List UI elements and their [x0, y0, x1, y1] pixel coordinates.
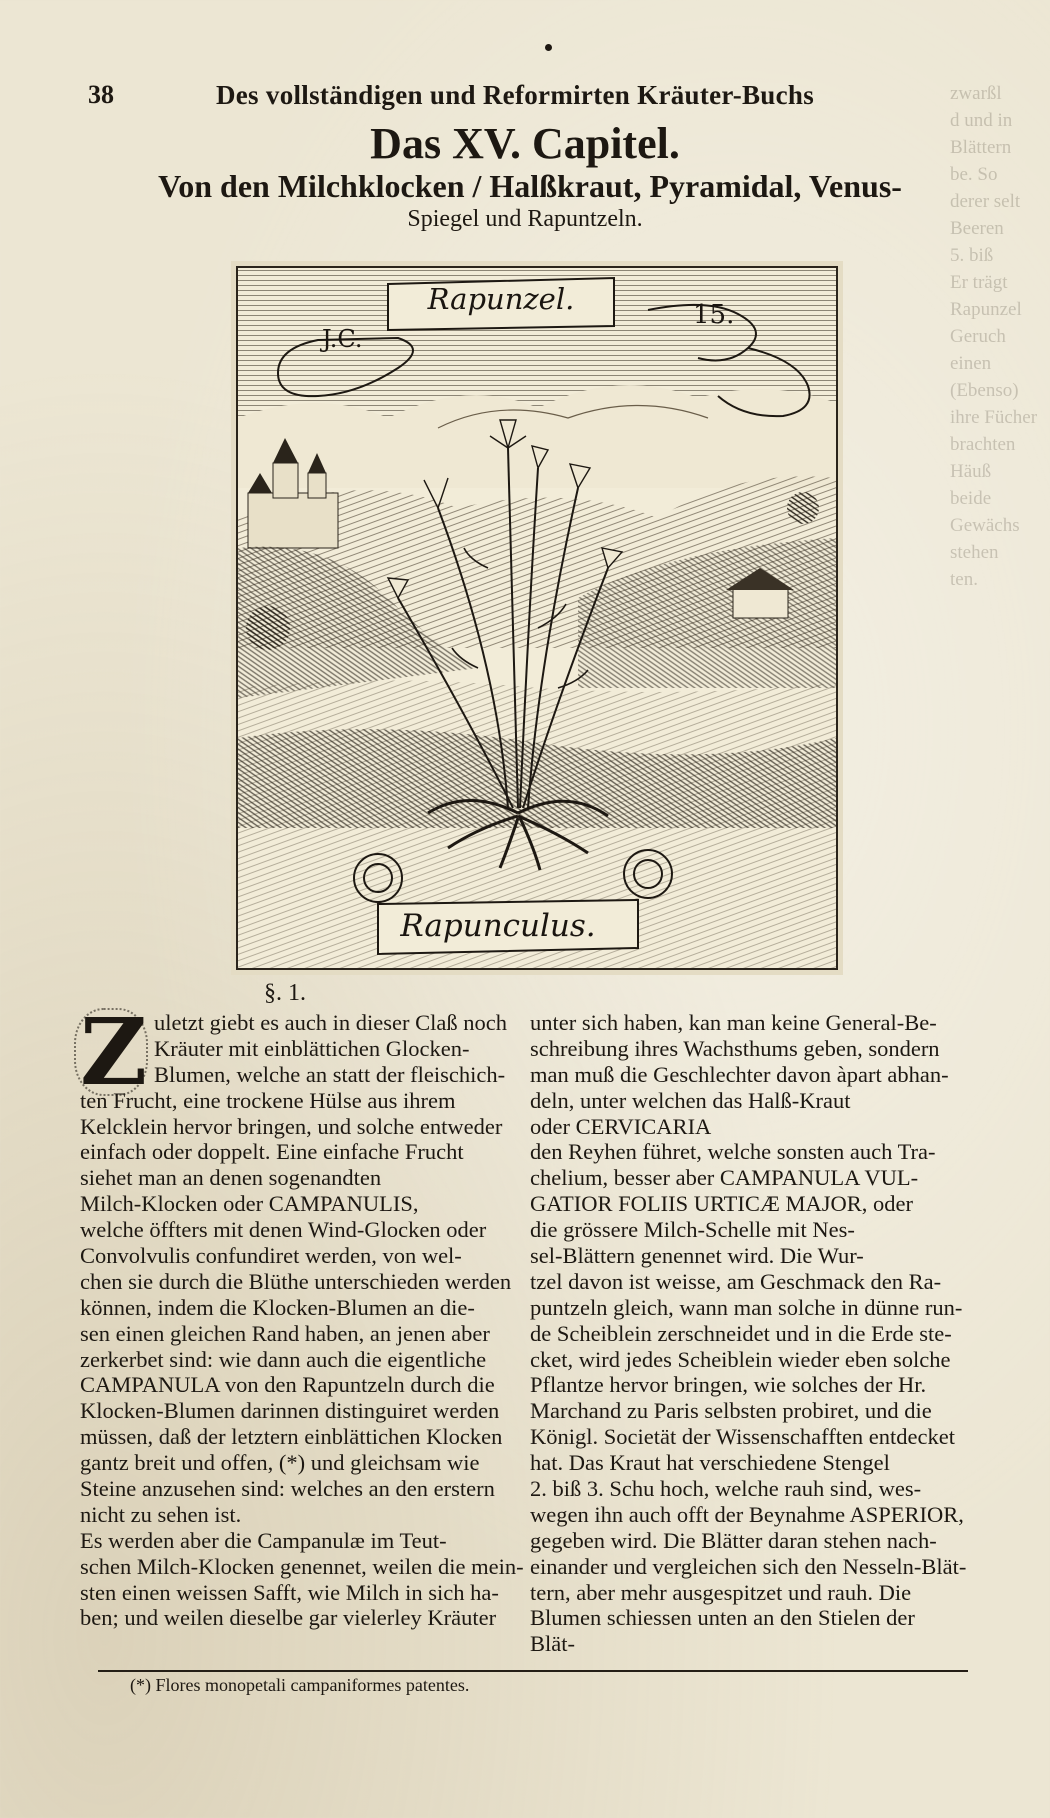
text-line: Kräuter mit einblättichen Glocken-	[154, 1035, 470, 1061]
text-line: wegen ihn auch offt der Beynahme ASPERIOR,	[530, 1501, 964, 1527]
show-through-line: (Ebenso)	[950, 380, 1019, 401]
text-line: Pflantze hervor bringen, wie solches der Hr.	[530, 1372, 927, 1398]
show-through-line: Geruch	[950, 326, 1006, 347]
text-line: ten Frucht, eine trockene Hülse aus ihrem	[80, 1087, 456, 1113]
show-through-line: d und in	[950, 110, 1013, 131]
text-line: sten einen weissen Safft, wie Milch in sich ha-	[80, 1579, 499, 1605]
show-through-line: be. So	[950, 164, 998, 185]
text-line: gantz breit und offen, (*) und gleichsam wie	[80, 1450, 480, 1476]
show-through-line: Blättern	[950, 137, 1012, 158]
text-line: einander und vergleichen sich den Nesseln-Blät-	[530, 1553, 967, 1579]
chapter-subtitle-line-2: Spiegel und Rapuntzeln.	[407, 206, 643, 232]
show-through-line: Häuß	[950, 461, 992, 482]
text-line: Königl. Societät der Wissenschafften entdecket	[530, 1424, 956, 1450]
page-number: 38	[88, 80, 114, 109]
plate-number: 15.	[693, 300, 735, 330]
text-line: GATIOR FOLIIS URTICÆ MAJOR, oder	[530, 1191, 914, 1217]
printer-mark	[545, 44, 552, 51]
show-through-line: 5. biß	[950, 245, 994, 266]
text-line: deln, unter welchen das Halß-Kraut	[530, 1087, 851, 1113]
text-line: Blumen, welche an statt der fleischich-	[154, 1061, 506, 1087]
text-line: einfach oder doppelt. Eine einfache Frucht	[80, 1139, 464, 1165]
show-through-line: ten.	[950, 569, 978, 590]
text-line: Es werden aber die Campanulæ im Teut-	[80, 1527, 447, 1553]
plate-initials: J.C.	[322, 325, 363, 353]
footnote: (*) Flores monopetali campaniformes patentes.	[130, 1675, 470, 1695]
text-line: uletzt giebt es auch in dieser Claß noch	[154, 1010, 508, 1035]
text-line: schreibung ihres Wachsthums geben, sondern	[530, 1035, 940, 1061]
text-line: hat. Das Kraut hat verschiedene Stengel	[530, 1450, 890, 1476]
text-line: CAMPANULA von den Rapuntzeln durch die	[80, 1372, 495, 1398]
text-line: 2. biß 3. Schu hoch, welche rauh sind, wes-	[530, 1476, 922, 1502]
text-line: tzel davon ist weisse, am Geschmack den Ra-	[530, 1268, 942, 1294]
text-line: die grössere Milch-Schelle mit Nes-	[530, 1217, 855, 1243]
text-line: unter sich haben, kan man keine General-Be-	[530, 1010, 937, 1035]
drop-cap-letter: Z	[80, 998, 148, 1106]
text-line: sen einen gleichen Rand haben, an jenen aber	[80, 1320, 490, 1346]
left-text-column	[80, 1010, 524, 1631]
running-head: Des vollständigen und Reformirten Kräuter-Buchs	[215, 80, 815, 110]
text-line: Convolvulis confundiret werden, von wel-	[80, 1243, 462, 1269]
show-through-line: zwarßl	[950, 83, 1002, 104]
text-line: zerkerbet sind: wie dann auch die eigentliche	[80, 1346, 487, 1372]
text-line: chen sie durch die Blüthe unterschieden werden	[80, 1268, 512, 1294]
text-line: puntzeln gleich, wann man solche in dünne run-	[530, 1294, 963, 1320]
footnote-rule	[98, 1670, 968, 1672]
show-through-line: Gewächs	[950, 515, 1020, 536]
text-line: cket, wird jedes Scheiblein wieder eben solche	[530, 1346, 951, 1372]
text-line: Blät-	[530, 1631, 575, 1657]
text-line: welche öffters mit denen Wind-Glocken oder	[80, 1217, 487, 1243]
show-through-line: brachten	[950, 434, 1016, 455]
show-through-line: Beeren	[950, 218, 1004, 239]
show-through-line: Er trägt	[950, 272, 1008, 293]
engraving-plate	[236, 266, 838, 970]
right-text-column	[530, 1010, 966, 1657]
show-through-line: derer selt	[950, 191, 1021, 212]
text-line: Milch-Klocken oder CAMPANULIS,	[80, 1191, 419, 1217]
text-line: oder CERVICARIA	[530, 1113, 712, 1139]
text-line: Steine anzusehen sind: welches an den erstern	[80, 1476, 495, 1502]
text-line: siehet man an denen sogenandten	[80, 1165, 382, 1191]
text-line: Kelcklein hervor bringen, und solche entweder	[80, 1113, 503, 1139]
chapter-title: Das XV. Capitel.	[370, 119, 680, 168]
text-line: tern, aber mehr ausgespitzet und rauh. Die	[530, 1579, 912, 1605]
text-line: Marchand zu Paris selbsten probiret, und die	[530, 1398, 932, 1424]
text-line: nicht zu sehen ist.	[80, 1501, 242, 1527]
text-line: schen Milch-Klocken genennet, weilen die mein-	[80, 1553, 524, 1579]
text-line: müssen, daß der letztern einblättichen Klocken	[80, 1424, 503, 1450]
show-through-line: ihre Fücher	[950, 407, 1038, 428]
text-line: können, indem die Klocken-Blumen an die-	[80, 1294, 475, 1320]
plate-banner-top-label: Rapunzel.	[427, 282, 575, 316]
text-line: ben; und weilen dieselbe gar vielerley Kräuter	[80, 1605, 497, 1631]
show-through-line: stehen	[950, 542, 999, 563]
text-line: den Reyhen führet, welche sonsten auch Tra-	[530, 1139, 936, 1165]
engraving-illustration	[238, 268, 836, 968]
show-through-line: Rapunzel	[950, 299, 1022, 320]
show-through-line: beide	[950, 488, 992, 509]
show-through-line: einen	[950, 353, 992, 374]
text-line: Klocken-Blumen darinnen distinguiret werden	[80, 1398, 500, 1424]
text-line: man muß die Geschlechter davon àpart abhan-	[530, 1061, 949, 1087]
section-mark: §. 1.	[264, 980, 306, 1006]
text-line: de Scheiblein zerschneidet und in die Erde ste-	[530, 1320, 952, 1346]
text-line: Blumen schiessen unten an den Stielen der	[530, 1605, 915, 1631]
text-line: sel-Blättern genennet wird. Die Wur-	[530, 1243, 864, 1269]
text-line: chelium, besser aber CAMPANULA VUL-	[530, 1165, 919, 1191]
chapter-subtitle-line-1: Von den Milchklocken / Halßkraut, Pyramidal, Venus-	[158, 168, 902, 204]
plate-banner-bottom-label: Rapunculus.	[400, 908, 596, 944]
text-line: gegeben wird. Die Blätter daran stehen nach-	[530, 1527, 937, 1553]
